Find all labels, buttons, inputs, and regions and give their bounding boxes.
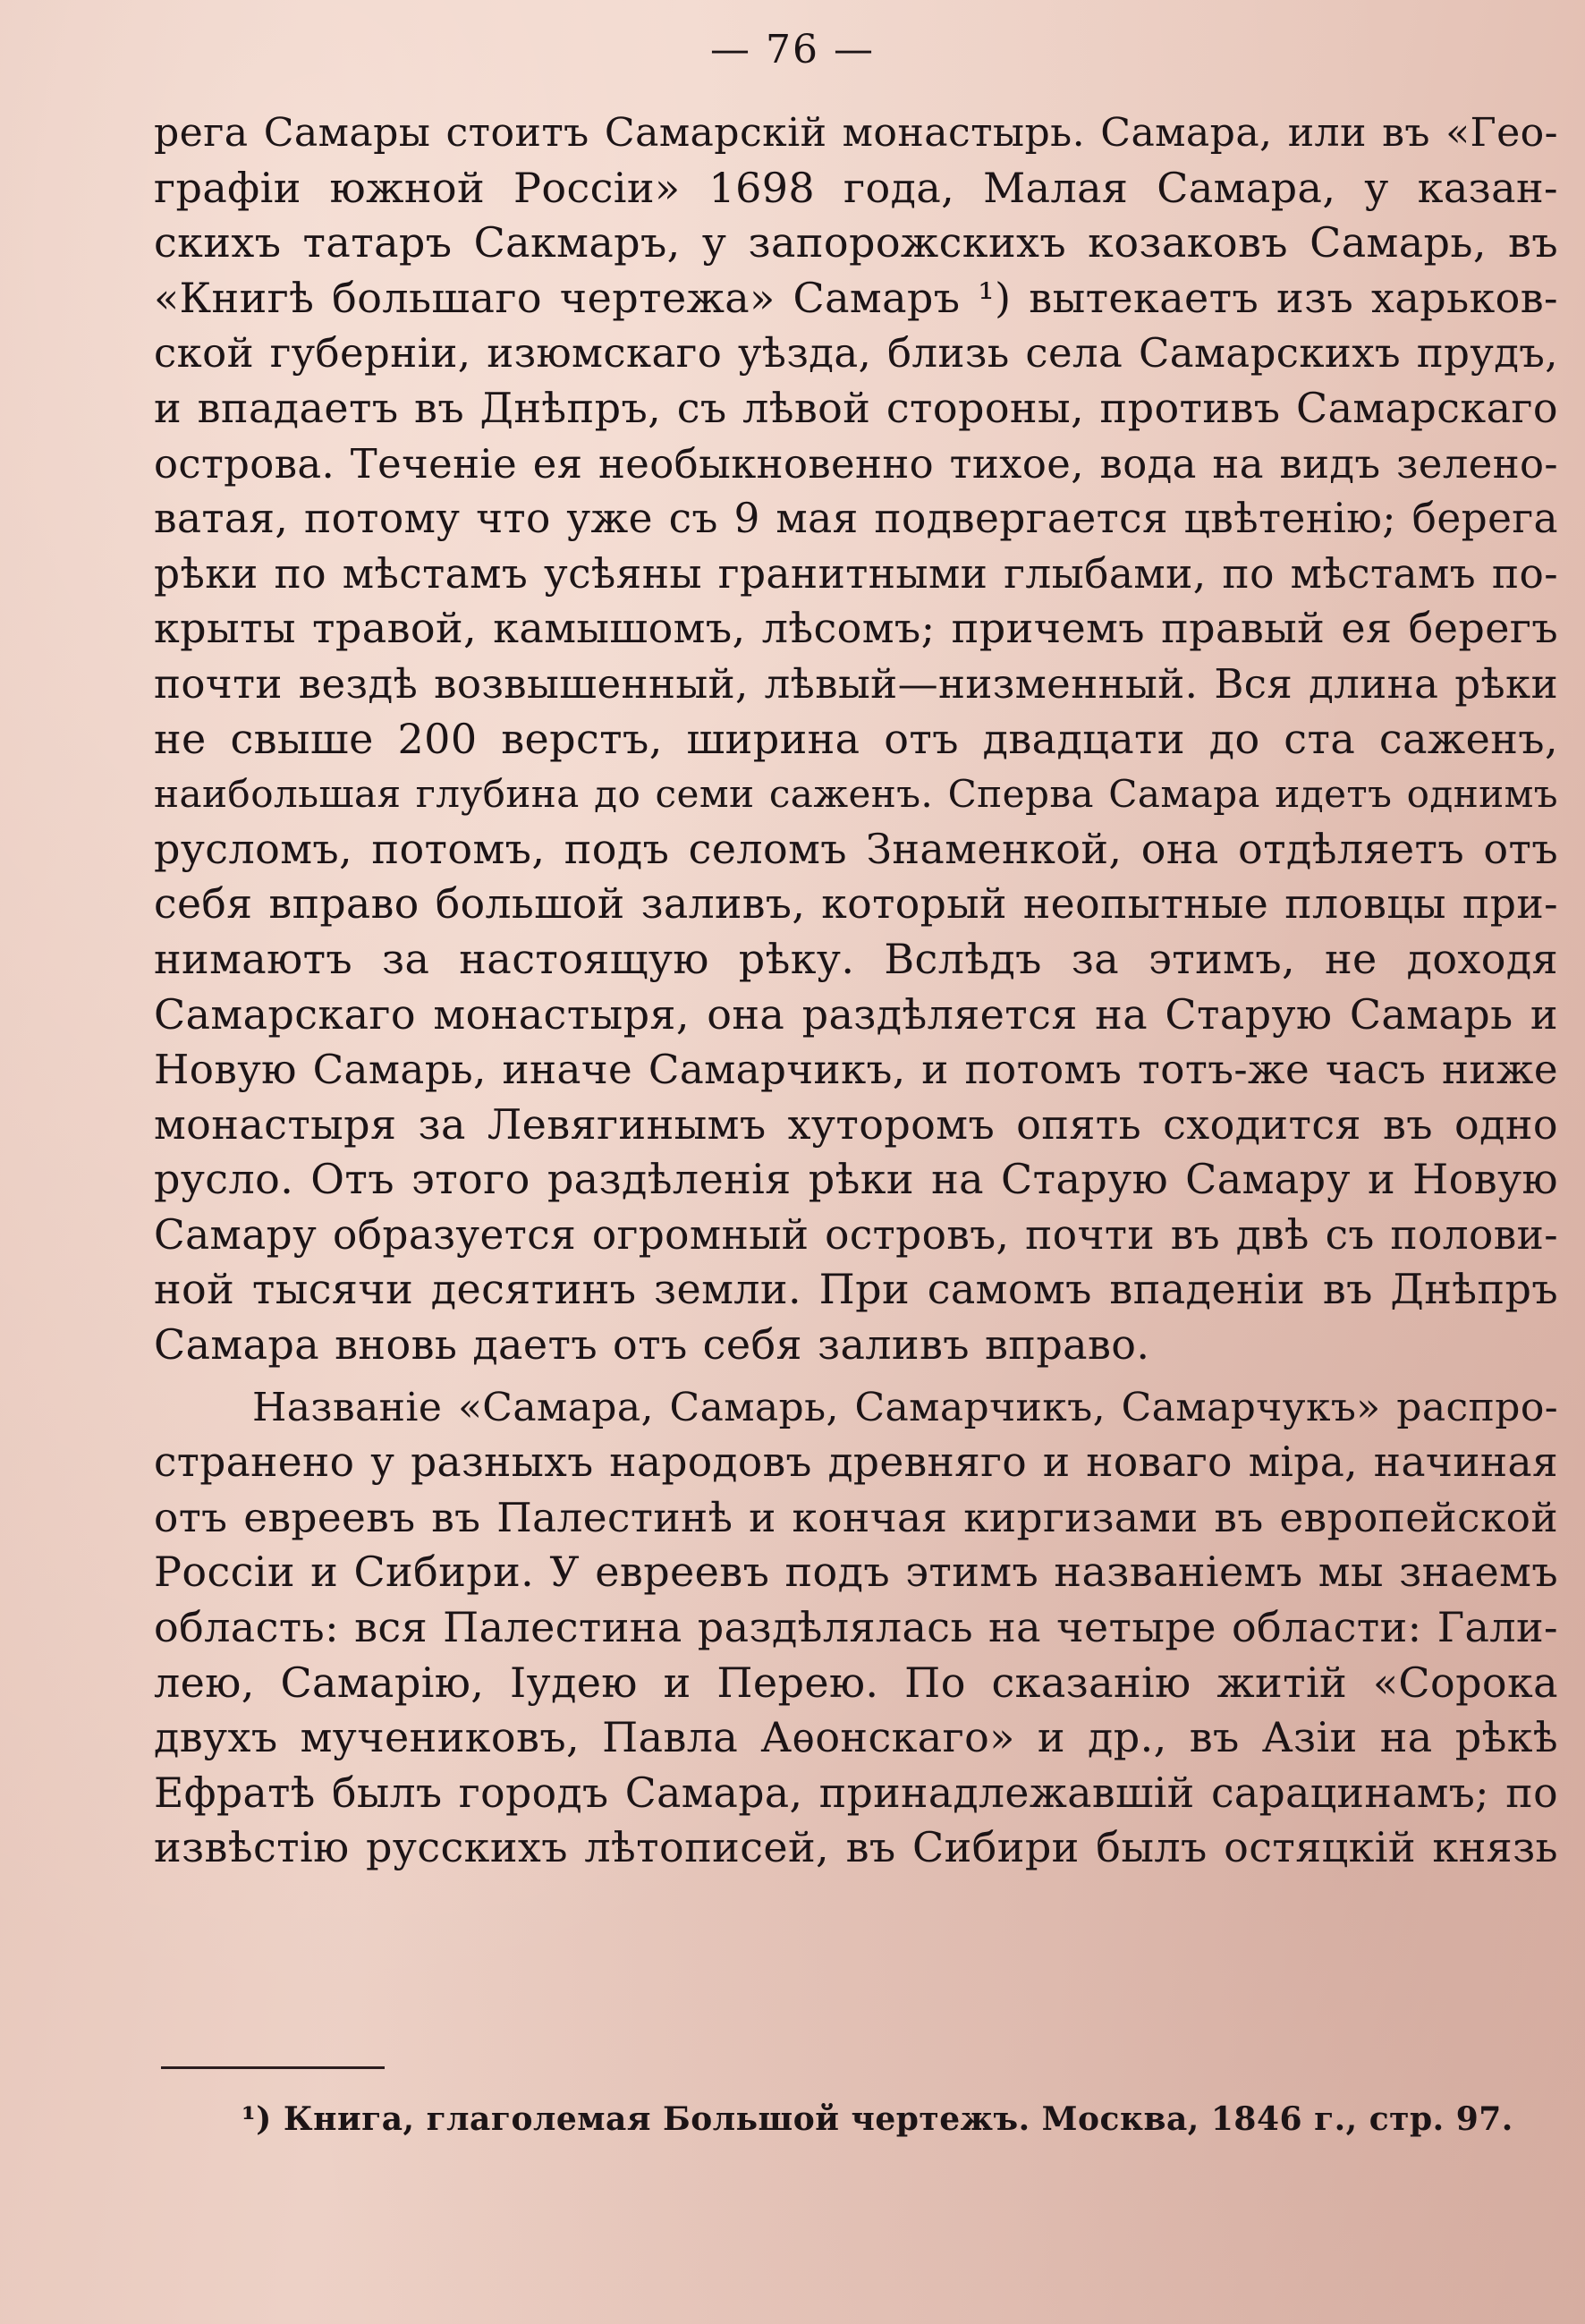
text-line: себя вправо большой заливъ, который неопытные пловцы при- — [154, 880, 1558, 929]
footnote-marker: ¹) — [242, 2100, 272, 2138]
text-line: крыты травой, камышомъ, лѣсомъ; причемъ правый ея берегъ — [154, 604, 1558, 653]
text-line: русло. Отъ этого раздѣленія рѣки на Старую Самару и Новую — [154, 1155, 1558, 1204]
text-line: странено у разныхъ народовъ древняго и новаго міра, начиная — [154, 1438, 1558, 1487]
text-line: Ефратѣ былъ городъ Самара, принадлежавшій сарацинамъ; по — [154, 1768, 1558, 1817]
page-number: — 76 — — [710, 27, 875, 72]
footnote-divider — [161, 2066, 385, 2069]
text-line: и впадаетъ въ Днѣпръ, съ лѣвой стороны, противъ Самарскаго — [154, 383, 1558, 432]
text-line: извѣстію русскихъ лѣтописей, въ Сибири былъ остяцкій князь — [154, 1823, 1558, 1872]
text-line: ватая, потому что уже съ 9 мая подвергается цвѣтенію; берега — [154, 495, 1558, 543]
text-line: Самарскаго монастыря, она раздѣляется на Старую Самарь и — [154, 989, 1558, 1039]
paragraph-2 — [154, 1380, 1558, 1876]
text-line: область: вся Палестина раздѣлялась на четыре области: Гали- — [154, 1603, 1558, 1652]
text-line: «Книгѣ большаго чертежа» Самаръ ¹) вытекаетъ изъ харьков- — [154, 273, 1558, 322]
text-line: графіи южной Россіи» 1698 года, Малая Самара, у казан- — [154, 163, 1558, 212]
text-line: русломъ, потомъ, подъ селомъ Знаменкой, она отдѣляетъ отъ — [154, 824, 1558, 873]
body-text — [154, 106, 1558, 1876]
text-line: рѣки по мѣстамъ усѣяны гранитными глыбами, по мѣстамъ по- — [154, 549, 1558, 598]
text-line: ской губерніи, изюмскаго уѣзда, близь села Самарскихъ прудъ, — [154, 329, 1558, 377]
paragraph-gap — [154, 1373, 1558, 1380]
text-line: наибольшая глубина до семи саженъ. Сперва Самара идетъ однимъ — [154, 772, 1558, 817]
text-line: двухъ мучениковъ, Павла Аѳонскаго» и др., въ Азіи на рѣкѣ — [154, 1713, 1558, 1762]
text-line: скихъ татаръ Сакмаръ, у запорожскихъ козаковъ Самарь, въ — [154, 218, 1558, 267]
text-line: Новую Самарь, иначе Самарчикъ, и потомъ тотъ-же часъ ниже — [154, 1046, 1558, 1094]
text-line: острова. Теченіе ея необыкновенно тихое, вода на видъ зелено- — [154, 439, 1558, 488]
text-line: отъ евреевъ въ Палестинѣ и кончая киргизами въ европейской — [154, 1493, 1558, 1541]
text-line: Самару образуется огромный островъ, почти въ двѣ съ полови- — [154, 1210, 1558, 1259]
footnote — [242, 2100, 1513, 2138]
text-line: Россіи и Сибири. У евреевъ подъ этимъ названіемъ мы знаемъ — [154, 1548, 1558, 1597]
text-line: нимаютъ за настоящую рѣку. Вслѣдъ за этимъ, не доходя — [154, 934, 1558, 983]
text-line: почти вездѣ возвышенный, лѣвый—низменный. Вся длина рѣки — [154, 659, 1558, 708]
paragraph-1 — [154, 106, 1558, 1373]
text-line: рега Самары стоитъ Самарскій монастырь. Самара, или въ «Гео- — [154, 110, 1558, 156]
text-line: лею, Самарію, Іудею и Перею. По сказанію житій «Сорока — [154, 1658, 1558, 1707]
footnote-text: Книга, глаголемая Большой чертежъ. Москва, 1846 г., стр. 97. — [283, 2100, 1513, 2138]
text-line: Названіе «Самара, Самарь, Самарчикъ, Самарчукъ» распро- — [252, 1384, 1558, 1430]
text-line: не свыше 200 верстъ, ширина отъ двадцати до ста саженъ, — [154, 714, 1558, 763]
text-line: Самара вновь даетъ отъ себя заливъ вправо. — [154, 1320, 1150, 1370]
text-line: монастыря за Левягинымъ хуторомъ опять сходится въ одно — [154, 1099, 1558, 1149]
text-line: ной тысячи десятинъ земли. При самомъ впаденіи въ Днѣпръ — [154, 1265, 1558, 1314]
